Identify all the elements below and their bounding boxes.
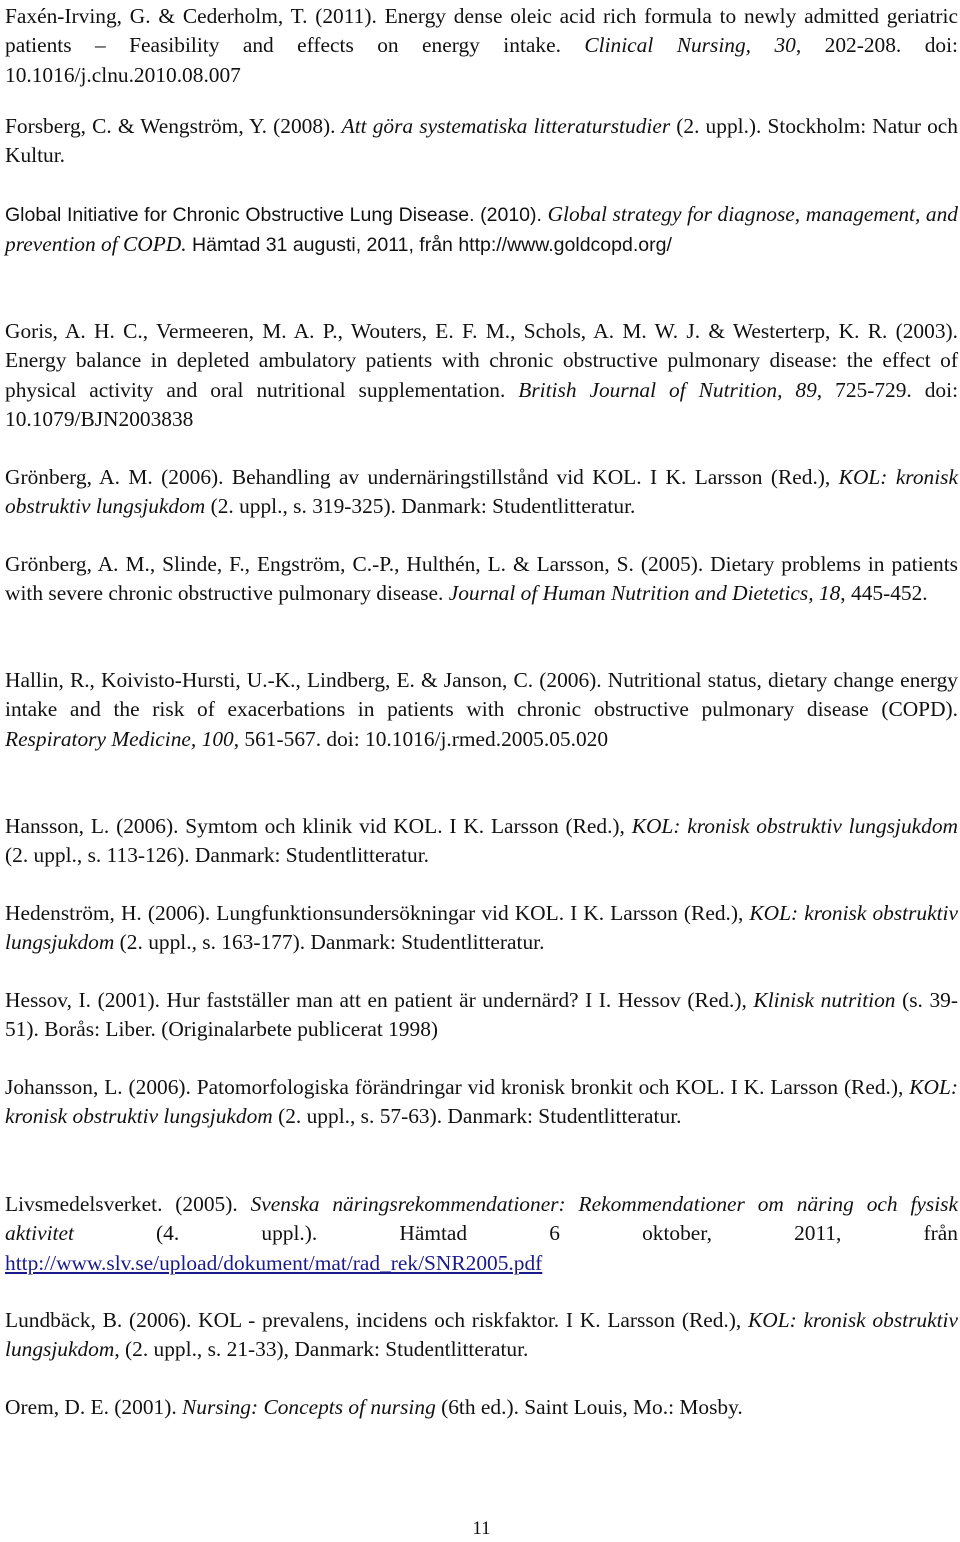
reference-source-title: KOL: kronisk obstruktiv lungsjukdom: [5, 1308, 958, 1362]
reference-text: Grönberg, A. M., Slinde, F., Engström, C.-P., Hulthén, L. & Larsson, S. (2005). Dietary problems in patients with severe chronic obstructive pulmonary disease.: [5, 552, 958, 606]
reference-source-title: Svenska näringsrekommendationer: Rekommendationer om näring och fysisk aktivitet: [5, 1192, 959, 1246]
reference-source-title: Att göra systematiska litteraturstudier: [341, 114, 671, 138]
reference-text: , 725-729. doi: 10.1079/BJN2003838: [5, 377, 959, 431]
reference-source-title: Nursing: Concepts of nursing: [182, 1395, 436, 1419]
reference-source-title: KOL: kronisk obstruktiv lungsjukdom: [5, 465, 958, 519]
reference-text: Forsberg, C. & Wengström, Y. (2008).: [5, 114, 342, 138]
reference-text: Hedenström, H. (2006). Lungfunktionsundersökningar vid KOL. I K. Larsson (Red.),: [5, 901, 750, 925]
reference-goris: [5, 317, 958, 434]
reference-johansson: [5, 1073, 958, 1132]
reference-text: (4. uppl.). Hämtad 6 oktober, 2011, från: [73, 1221, 958, 1246]
reference-source-title: KOL: kronisk obstruktiv lungsjukdom: [5, 1075, 958, 1129]
reference-text: , 445-452.: [840, 581, 928, 606]
reference-text: , 561-567. doi: 10.1016/j.rmed.2005.05.020: [233, 726, 609, 751]
reference-text: (2. uppl., s. 57-63). Danmark: Studentlitteratur.: [272, 1104, 682, 1129]
reference-text: Global Initiative for Chronic Obstructive Lung Disease. (2010).: [5, 204, 548, 226]
reference-hallin: [5, 666, 958, 754]
reference-text: Grönberg, A. M. (2006). Behandling av undernäringstillstånd vid KOL. I K. Larsson (Red.),: [5, 465, 839, 489]
reference-gronberg-2006: [5, 463, 958, 522]
reference-orem: [5, 1393, 958, 1422]
reference-text: Hessov, I. (2001). Hur fastställer man att en patient är undernärd? I I. Hessov (Red.),: [5, 988, 754, 1012]
reference-text: (6th ed.). Saint Louis, Mo.: Mosby.: [435, 1395, 743, 1419]
reference-source-title: Global strategy for diagnose, management, and prevention of COPD.: [5, 202, 958, 257]
reference-gold: [5, 200, 958, 261]
reference-source-title: Clinical Nursing, 30: [584, 33, 796, 58]
reference-text: Orem, D. E. (2001).: [5, 1395, 183, 1419]
reference-text: Goris, A. H. C., Vermeeren, M. A. P., Wouters, E. F. M., Schols, A. M. W. J. & Westerterp, K. R. (2003). Energy balance in depleted ambulatory patients with chronic obstructive pulmonary disease: the effect of physical activity and oral nutritional supplementation.: [5, 319, 958, 402]
reference-source-title: Klinisk nutrition: [753, 988, 896, 1012]
reference-source-title: KOL: kronisk obstruktiv lungsjukdom: [5, 901, 958, 955]
reference-source-title: KOL: kronisk obstruktiv lungsjukdom: [631, 814, 958, 838]
reference-text: , 202-208. doi: 10.1016/j.clnu.2010.08.007: [5, 33, 958, 87]
reference-text: , (2. uppl., s. 21-33), Danmark: Studentlitteratur.: [114, 1337, 529, 1362]
reference-livsmedelsverket: [5, 1190, 958, 1278]
reference-gronberg-2005: [5, 550, 958, 609]
reference-text: (2. uppl., s. 113-126). Danmark: Studentlitteratur.: [5, 843, 429, 868]
reference-source-title: British Journal of Nutrition, 89: [518, 377, 817, 402]
reference-text: (2. uppl., s. 319-325). Danmark: Studentlitteratur.: [205, 494, 636, 519]
reference-hansson: [5, 812, 958, 871]
reference-text: Hämtad 31 augusti, 2011, från http://www.goldcopd.org/: [186, 234, 672, 257]
reference-hessov: [5, 986, 958, 1045]
reference-link[interactable]: http://www.slv.se/upload/dokument/mat/rad_rek/SNR2005.pdf: [5, 1250, 543, 1275]
reference-text: Johansson, L. (2006). Patomorfologiska förändringar vid kronisk bronkit och KOL. I K. Larsson (Red.),: [5, 1075, 910, 1099]
reference-lundback: [5, 1306, 958, 1365]
reference-text: Faxén-Irving, G. & Cederholm, T. (2011). Energy dense oleic acid rich formula to newly admitted geriatric patients – Feasibility and effects on energy intake.: [5, 4, 958, 58]
reference-forsberg: [5, 112, 958, 171]
page-number: 11: [472, 1518, 491, 1539]
reference-text: Lundbäck, B. (2006). KOL - prevalens, incidens och riskfaktor. I K. Larsson (Red.),: [5, 1308, 748, 1332]
reference-text: Hansson, L. (2006). Symtom och klinik vid KOL. I K. Larsson (Red.),: [5, 814, 632, 838]
reference-text: (s. 39-51). Borås: Liber. (Originalarbete publicerat 1998): [5, 988, 958, 1042]
reference-text: Hallin, R., Koivisto-Hursti, U.-K., Lindberg, E. & Janson, C. (2006). Nutritional status, dietary change energy intake and the risk of exacerbations in patients with chronic obstructive pulmonary disease (COPD).: [5, 668, 958, 722]
reference-text: (2. uppl.). Stockholm: Natur och Kultur.: [5, 114, 958, 168]
reference-source-title: Journal of Human Nutrition and Dietetics, 18: [448, 581, 841, 606]
reference-source-title: Respiratory Medicine, 100: [5, 726, 234, 751]
reference-text: Livsmedelsverket. (2005).: [5, 1192, 251, 1216]
reference-text: (2. uppl., s. 163-177). Danmark: Studentlitteratur.: [114, 930, 545, 955]
reference-faxen-irving: [5, 2, 958, 90]
reference-hedenstrom: [5, 899, 958, 958]
